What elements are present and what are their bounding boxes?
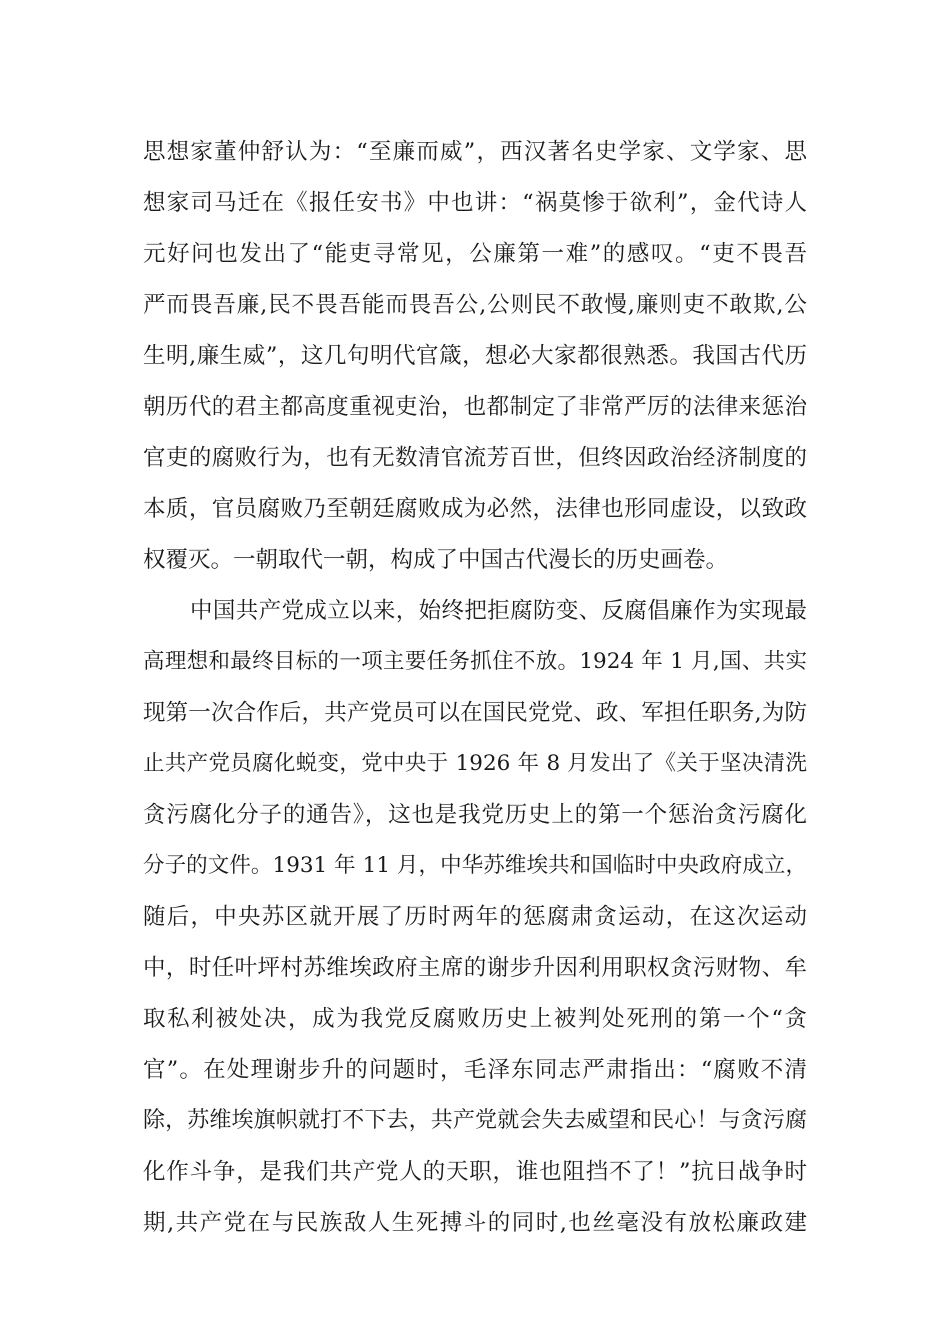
text-line: 取私利被处决，成为我党反腐败历史上被判处死刑的第一个“贪: [143, 1006, 807, 1032]
text-line: 分子的文件。1931 年 11 月，中华苏维埃共和国临时中央政府成立，: [143, 853, 807, 878]
text-line: 除，苏维埃旗帜就打不下去，共产党就会失去威望和民心！与贪污腐: [143, 1108, 807, 1133]
text-line: 官吏的腐败行为，也有无数清官流芳百世，但终因政治经济制度的: [143, 445, 807, 471]
text-line: 想家司马迁在《报任安书》中也讲：“祸莫惨于欲利”，金代诗人: [143, 190, 807, 216]
text-line: 本质，官员腐败乃至朝廷腐败成为必然，法律也形同虚设，以致政: [143, 496, 807, 522]
text-line: 高理想和最终目标的一项主要任务抓住不放。1924 年 1 月,国、共实: [143, 649, 807, 674]
paragraph-end-line: 权覆灭。一朝取代一朝，构成了中国古代漫长的历史画卷。: [143, 547, 729, 573]
text-line: 中，时任叶坪村苏维埃政府主席的谢步升因利用职权贪污财物、牟: [143, 955, 807, 981]
text-line: 严而畏吾廉,民不畏吾能而畏吾公,公则民不敢慢,廉则吏不敢欺,公: [143, 292, 807, 318]
text-line: 生明,廉生威”，这几句明代官箴，想必大家都很熟悉。我国古代历: [143, 343, 807, 369]
text-line: 贪污腐化分子的通告》，这也是我党历史上的第一个惩治贪污腐化: [143, 802, 807, 828]
text-line: 化作斗争，是我们共产党人的天职，谁也阻挡不了！”抗日战争时: [143, 1159, 807, 1185]
text-line: 期,共产党在与民族敌人生死搏斗的同时,也丝毫没有放松廉政建: [143, 1210, 807, 1236]
text-line: 官”。在处理谢步升的问题时，毛泽东同志严肃指出：“腐败不清: [143, 1057, 807, 1083]
text-line: 元好问也发出了“能吏寻常见，公廉第一难”的感叹。“吏不畏吾: [143, 241, 807, 267]
paragraph-first-line: 中国共产党成立以来，始终把拒腐防变、反腐倡廉作为实现最: [190, 598, 807, 624]
text-line: 随后，中央苏区就开展了历时两年的惩腐肃贪运动，在这次运动: [143, 904, 807, 930]
text-line: 止共产党员腐化蜕变，党中央于 1926 年 8 月发出了《关于坚决清洗: [143, 751, 807, 776]
text-line: 朝历代的君主都高度重视吏治，也都制定了非常严厉的法律来惩治: [143, 394, 807, 420]
text-line: 思想家董仲舒认为：“至廉而威”，西汉著名史学家、文学家、思: [143, 139, 807, 165]
text-line: 现第一次合作后，共产党员可以在国民党党、政、军担任职务,为防: [143, 700, 807, 726]
